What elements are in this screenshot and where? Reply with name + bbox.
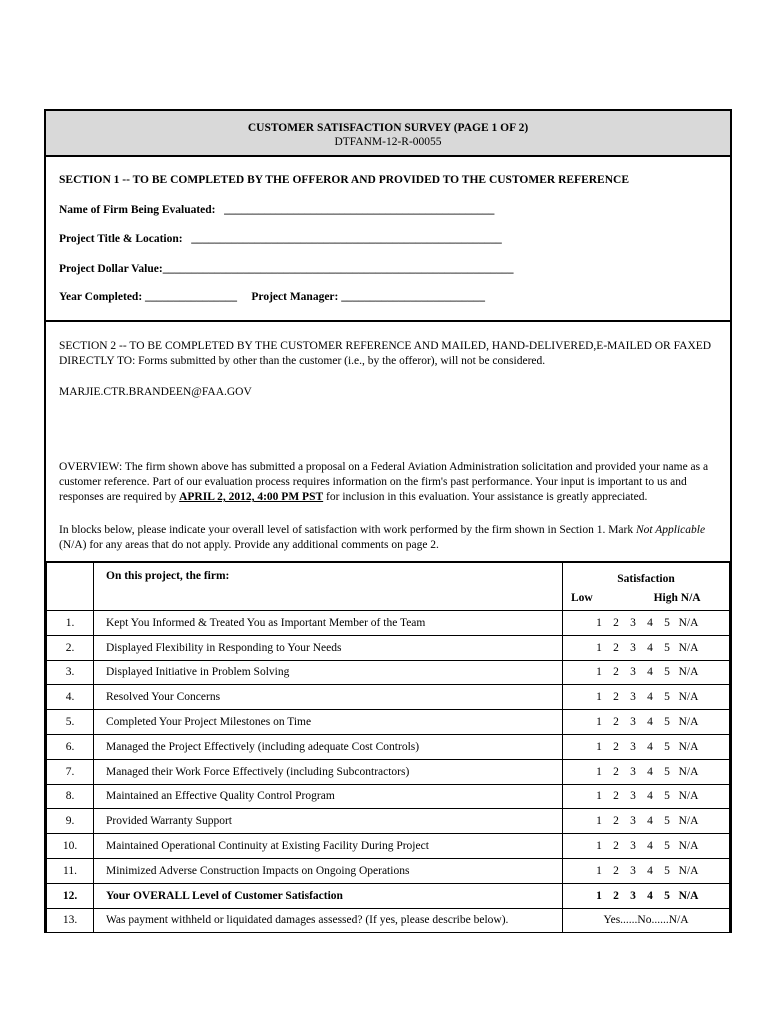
table-row xyxy=(47,734,730,759)
not-applicable-text: Not Applicable xyxy=(635,524,706,536)
table-row xyxy=(47,710,730,735)
rating-option[interactable]: N/A xyxy=(678,790,699,803)
rating-option[interactable]: 4 xyxy=(647,840,653,853)
rating-scale xyxy=(563,660,730,685)
rating-option[interactable]: N/A xyxy=(678,765,699,778)
high-na-label: High N/A xyxy=(653,592,701,604)
row-number: 12. xyxy=(47,883,94,908)
table-row-payment xyxy=(47,908,730,933)
rating-option[interactable]: 3 xyxy=(630,815,636,828)
rating-option[interactable]: 4 xyxy=(647,864,653,877)
table-row xyxy=(47,660,730,685)
row-question: Kept You Informed & Treated You as Important Member of the Team xyxy=(94,611,563,636)
rating-option[interactable]: N/A xyxy=(678,864,699,877)
rating-option[interactable]: 1 xyxy=(596,840,602,853)
rating-option[interactable]: N/A xyxy=(678,641,699,654)
row-number: 5. xyxy=(47,710,94,735)
rating-option[interactable]: N/A xyxy=(678,716,699,729)
rating-option[interactable]: 1 xyxy=(596,765,602,778)
low-label: Low xyxy=(571,592,593,604)
rating-option[interactable]: 4 xyxy=(647,815,653,828)
rating-scale xyxy=(563,809,730,834)
firm-name-field[interactable]: _______________________________________________ xyxy=(224,204,495,216)
rating-option[interactable]: 2 xyxy=(613,691,619,704)
rating-option[interactable]: 4 xyxy=(647,740,653,753)
rating-option[interactable]: 2 xyxy=(613,716,619,729)
satisfaction-label: Satisfaction xyxy=(617,573,675,585)
rating-option[interactable]: N/A xyxy=(678,616,699,629)
rating-option[interactable]: 1 xyxy=(596,815,602,828)
rating-option[interactable]: 3 xyxy=(630,691,636,704)
year-completed-label: Year Completed: xyxy=(59,291,143,303)
row-number: 1. xyxy=(47,611,94,636)
row-number: 3. xyxy=(47,660,94,685)
rating-scale xyxy=(563,784,730,809)
rating-option[interactable]: 1 xyxy=(596,691,602,704)
rating-option[interactable]: 4 xyxy=(647,691,653,704)
row-question: Maintained an Effective Quality Control Program xyxy=(94,784,563,809)
rating-option[interactable]: 5 xyxy=(664,815,670,828)
overview-text: OVERVIEW: The firm shown above has submitted a proposal on a Federal Aviation Administration solicitation and provided your name as a customer reference. Part of our evaluation process requires information on the firm's past performance. Your input is important to us and responses are required by xyxy=(59,461,709,503)
project-title-row xyxy=(59,233,502,245)
rating-option[interactable]: 3 xyxy=(630,889,636,902)
instructions-text-end: (N/A) for any areas that do not apply. Provide any additional comments on page 2. xyxy=(59,539,439,551)
table-row xyxy=(47,858,730,883)
project-manager-field[interactable]: _________________________ xyxy=(341,291,485,303)
rating-option[interactable]: 2 xyxy=(613,765,619,778)
form-header xyxy=(46,111,730,157)
instructions-text: In blocks below, please indicate your overall level of satisfaction with work performed by the firm shown in Section 1. Mark xyxy=(59,524,636,536)
row-question: Managed the Project Effectively (including adequate Cost Controls) xyxy=(94,734,563,759)
firm-name-row xyxy=(59,204,494,216)
row-question: Was payment withheld or liquidated damages assessed? (If yes, please describe below). xyxy=(94,908,563,933)
rating-scale xyxy=(563,635,730,660)
table-header-row xyxy=(47,563,730,611)
payment-options[interactable]: Yes......No......N/A xyxy=(563,908,730,933)
rating-option[interactable]: 1 xyxy=(596,740,602,753)
rating-option[interactable]: 4 xyxy=(647,616,653,629)
rating-option[interactable]: 1 xyxy=(596,889,602,902)
rating-option[interactable]: 5 xyxy=(664,641,670,654)
question-header: On this project, the firm: xyxy=(94,563,563,611)
table-row xyxy=(47,883,730,908)
row-number: 10. xyxy=(47,834,94,859)
rating-option[interactable]: 5 xyxy=(664,666,670,679)
table-row xyxy=(47,759,730,784)
rating-option[interactable]: 2 xyxy=(613,864,619,877)
rating-option[interactable]: 3 xyxy=(630,666,636,679)
section-1-heading: SECTION 1 -- TO BE COMPLETED BY THE OFFEROR AND PROVIDED TO THE CUSTOMER REFERENCE xyxy=(59,174,629,186)
rating-option[interactable]: 5 xyxy=(664,864,670,877)
rating-option[interactable]: N/A xyxy=(678,666,699,679)
rating-option[interactable]: 2 xyxy=(613,616,619,629)
row-question: Completed Your Project Milestones on Time xyxy=(94,710,563,735)
project-title-field[interactable]: ______________________________________________________ xyxy=(191,233,502,245)
year-pm-row xyxy=(59,291,485,303)
row-question: Displayed Flexibility in Responding to Your Needs xyxy=(94,635,563,660)
rating-scale xyxy=(563,883,730,908)
rating-option[interactable]: 5 xyxy=(664,740,670,753)
rating-option[interactable]: 3 xyxy=(630,765,636,778)
rating-scale xyxy=(563,734,730,759)
rating-option[interactable]: 1 xyxy=(596,864,602,877)
table-row xyxy=(47,611,730,636)
rating-option[interactable]: 3 xyxy=(630,864,636,877)
rating-option[interactable]: N/A xyxy=(678,889,699,902)
rating-option[interactable]: 3 xyxy=(630,616,636,629)
rating-option[interactable]: 4 xyxy=(647,889,653,902)
rating-option[interactable]: 3 xyxy=(630,740,636,753)
rating-option[interactable]: 2 xyxy=(613,889,619,902)
project-title-label: Project Title & Location: xyxy=(59,233,183,245)
rating-option[interactable]: 5 xyxy=(664,790,670,803)
row-question: Maintained Operational Continuity at Existing Facility During Project xyxy=(94,834,563,859)
rating-option[interactable]: 4 xyxy=(647,716,653,729)
rating-option[interactable]: 4 xyxy=(647,790,653,803)
row-question: Displayed Initiative in Problem Solving xyxy=(94,660,563,685)
row-number: 4. xyxy=(47,685,94,710)
rating-option[interactable]: 2 xyxy=(613,840,619,853)
rating-scale xyxy=(563,759,730,784)
row-number: 9. xyxy=(47,809,94,834)
overview-text-end: for inclusion in this evaluation. Your assistance is greatly appreciated. xyxy=(323,491,648,503)
rating-option[interactable]: 1 xyxy=(596,790,602,803)
table-row xyxy=(47,635,730,660)
rating-option[interactable]: 5 xyxy=(664,840,670,853)
rating-option[interactable]: 3 xyxy=(630,840,636,853)
rating-option[interactable]: 2 xyxy=(613,790,619,803)
rating-option[interactable]: 2 xyxy=(613,740,619,753)
rating-scale xyxy=(563,710,730,735)
rating-option[interactable]: 5 xyxy=(664,716,670,729)
rating-option[interactable]: 2 xyxy=(613,641,619,654)
table-row xyxy=(47,784,730,809)
table-row xyxy=(47,685,730,710)
number-header-cell xyxy=(47,563,94,611)
rating-option[interactable]: 1 xyxy=(596,641,602,654)
overview-paragraph xyxy=(59,460,719,505)
rating-scale xyxy=(563,834,730,859)
row-question: Resolved Your Concerns xyxy=(94,685,563,710)
form-title: CUSTOMER SATISFACTION SURVEY (PAGE 1 OF 2) xyxy=(247,122,529,134)
row-number: 8. xyxy=(47,784,94,809)
row-question: Your OVERALL Level of Customer Satisfaction xyxy=(94,883,563,908)
rating-scale xyxy=(563,685,730,710)
satisfaction-header xyxy=(563,563,730,611)
project-manager-label: Project Manager: xyxy=(251,291,339,303)
rating-option[interactable]: 1 xyxy=(596,616,602,629)
rating-option[interactable]: 3 xyxy=(630,716,636,729)
scale-labels xyxy=(563,589,729,608)
section-2-heading: SECTION 2 -- TO BE COMPLETED BY THE CUSTOMER REFERENCE AND MAILED, HAND-DELIVERED,E-MAILED OR FAXED DIRECTLY TO: Forms submitted by other than the customer (i.e., by the offeror), will not be considered. xyxy=(59,340,712,367)
row-number: 7. xyxy=(47,759,94,784)
rating-option[interactable]: 4 xyxy=(647,765,653,778)
rating-option[interactable]: N/A xyxy=(678,815,699,828)
rating-option[interactable]: 1 xyxy=(596,716,602,729)
survey-form xyxy=(44,109,732,933)
table-row xyxy=(47,834,730,859)
rating-option[interactable]: 4 xyxy=(647,641,653,654)
dollar-value-field[interactable]: _____________________________________________________________ xyxy=(162,263,514,275)
row-question: Managed their Work Force Effectively (including Subcontractors) xyxy=(94,759,563,784)
rating-option[interactable]: 4 xyxy=(647,666,653,679)
row-question: Provided Warranty Support xyxy=(94,809,563,834)
section-2 xyxy=(46,322,730,562)
rating-scale xyxy=(563,611,730,636)
response-deadline: APRIL 2, 2012, 4:00 PM PST xyxy=(179,491,324,503)
rating-option[interactable]: 1 xyxy=(596,666,602,679)
satisfaction-table xyxy=(46,562,730,933)
rating-option[interactable]: 5 xyxy=(664,616,670,629)
rating-scale xyxy=(563,858,730,883)
rating-option[interactable]: N/A xyxy=(678,740,699,753)
row-number: 13. xyxy=(47,908,94,933)
row-number: 2. xyxy=(47,635,94,660)
rating-option[interactable]: N/A xyxy=(678,840,699,853)
rating-option[interactable]: 5 xyxy=(664,765,670,778)
year-completed-field[interactable]: ________________ xyxy=(145,291,238,303)
dollar-value-label: Project Dollar Value: xyxy=(59,263,163,275)
firm-name-label: Name of Firm Being Evaluated: xyxy=(59,204,216,216)
row-number: 6. xyxy=(47,734,94,759)
section-1 xyxy=(46,157,730,322)
rating-option[interactable]: N/A xyxy=(678,691,699,704)
rating-option[interactable]: 2 xyxy=(613,815,619,828)
contact-email: MARJIE.CTR.BRANDEEN@FAA.GOV xyxy=(59,386,252,398)
rating-option[interactable]: 5 xyxy=(664,889,670,902)
rating-option[interactable]: 2 xyxy=(613,666,619,679)
doc-number: DTFANM-12-R-00055 xyxy=(334,136,442,148)
rating-option[interactable]: 3 xyxy=(630,790,636,803)
instructions-paragraph xyxy=(59,523,719,553)
row-question: Minimized Adverse Construction Impacts on Ongoing Operations xyxy=(94,858,563,883)
row-number: 11. xyxy=(47,858,94,883)
rating-option[interactable]: 3 xyxy=(630,641,636,654)
table-row xyxy=(47,809,730,834)
rating-option[interactable]: 5 xyxy=(664,691,670,704)
dollar-value-row xyxy=(59,263,513,275)
